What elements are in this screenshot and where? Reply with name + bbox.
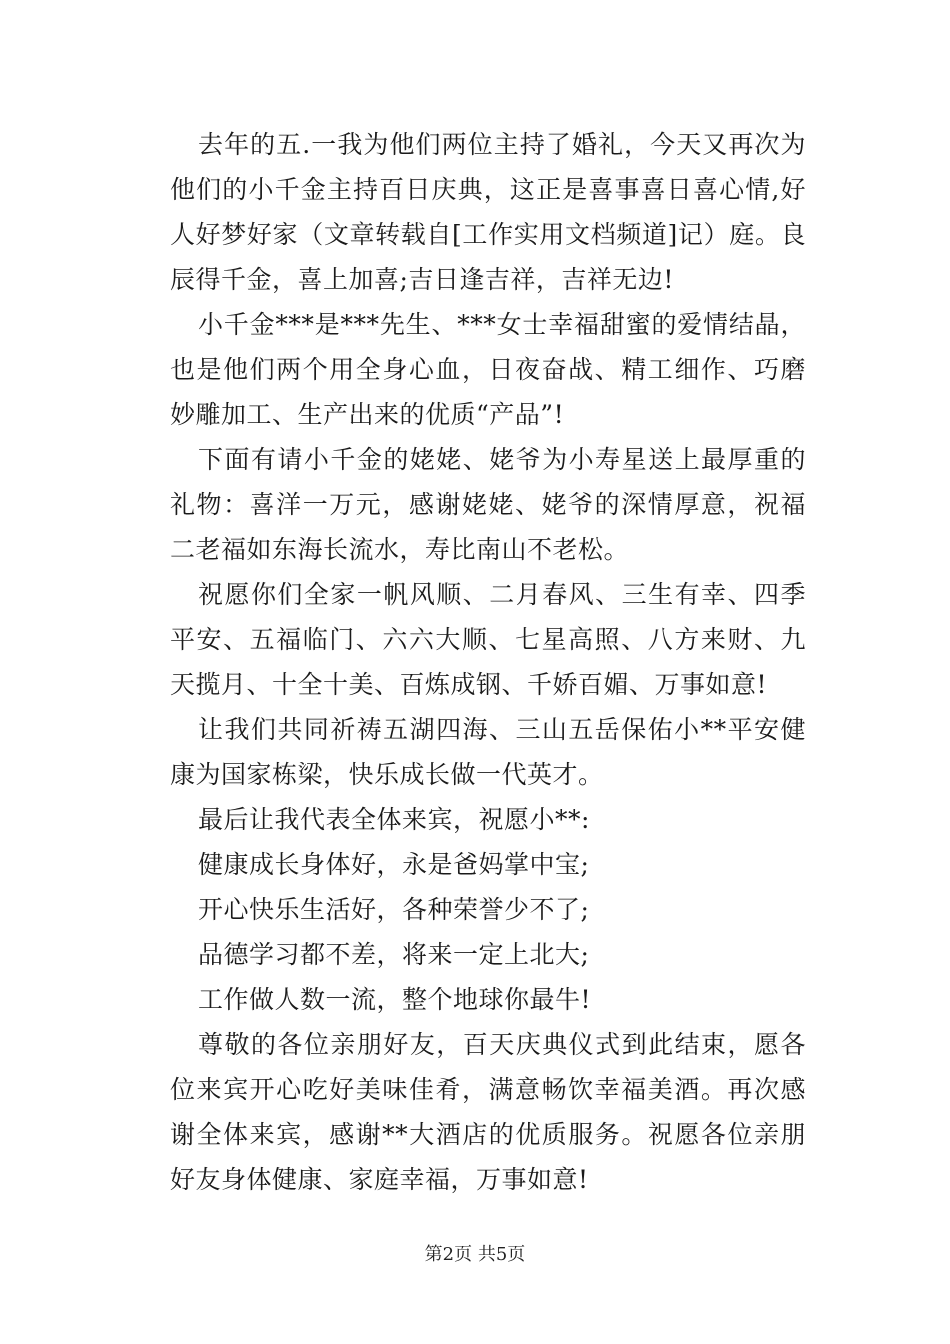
paragraph: 祝愿你们全家一帆风顺、二月春风、三生有幸、四季平安、五福临门、六六大顺、七星高照、八方来财、九天揽月、十全十美、百炼成钢、千娇百媚、万事如意! [170, 580, 806, 699]
document-body [170, 122, 806, 1202]
paragraph: 下面有请小千金的姥姥、姥爷为小寿星送上最厚重的礼物：喜洋一万元，感谢姥姥、姥爷的深情厚意，祝福二老福如东海长流水，寿比南山不老松。 [170, 445, 806, 564]
paragraph: 让我们共同祈祷五湖四海、三山五岳保佑小**平安健康为国家栋梁，快乐成长做一代英才。 [170, 715, 806, 789]
verse-line: 健康成长身体好，永是爸妈掌中宝; [198, 850, 590, 879]
paragraph: 尊敬的各位亲朋好友，百天庆典仪式到此结束，愿各位来宾开心吃好美味佳肴，满意畅饮幸福美酒。再次感谢全体来宾，感谢**大酒店的优质服务。祝愿各位亲朋好友身体健康、家庭幸福，万事如意! [170, 1030, 806, 1194]
verse-line: 工作做人数一流，整个地球你最牛! [198, 985, 592, 1014]
verse-line: 品德学习都不差，将来一定上北大; [198, 940, 590, 969]
paragraph: 最后让我代表全体来宾，祝愿小**: [198, 805, 590, 834]
paragraph: 小千金***是***先生、***女士幸福甜蜜的爱情结晶，也是他们两个用全身心血，日夜奋战、精工细作、巧磨妙雕加工、生产出来的优质“产品”! [170, 310, 806, 429]
paragraph: 去年的五.一我为他们两位主持了婚礼，今天又再次为他们的小千金主持百日庆典，这正是喜事喜日喜心情,好人好梦好家（文章转载自[工作实用文档频道]记）庭。良辰得千金，喜上加喜;吉日逢吉祥，吉祥无边! [170, 130, 806, 294]
page-footer: 第2页 共5页 [424, 1244, 526, 1265]
verse-line: 开心快乐生活好，各种荣誉少不了; [198, 895, 590, 924]
